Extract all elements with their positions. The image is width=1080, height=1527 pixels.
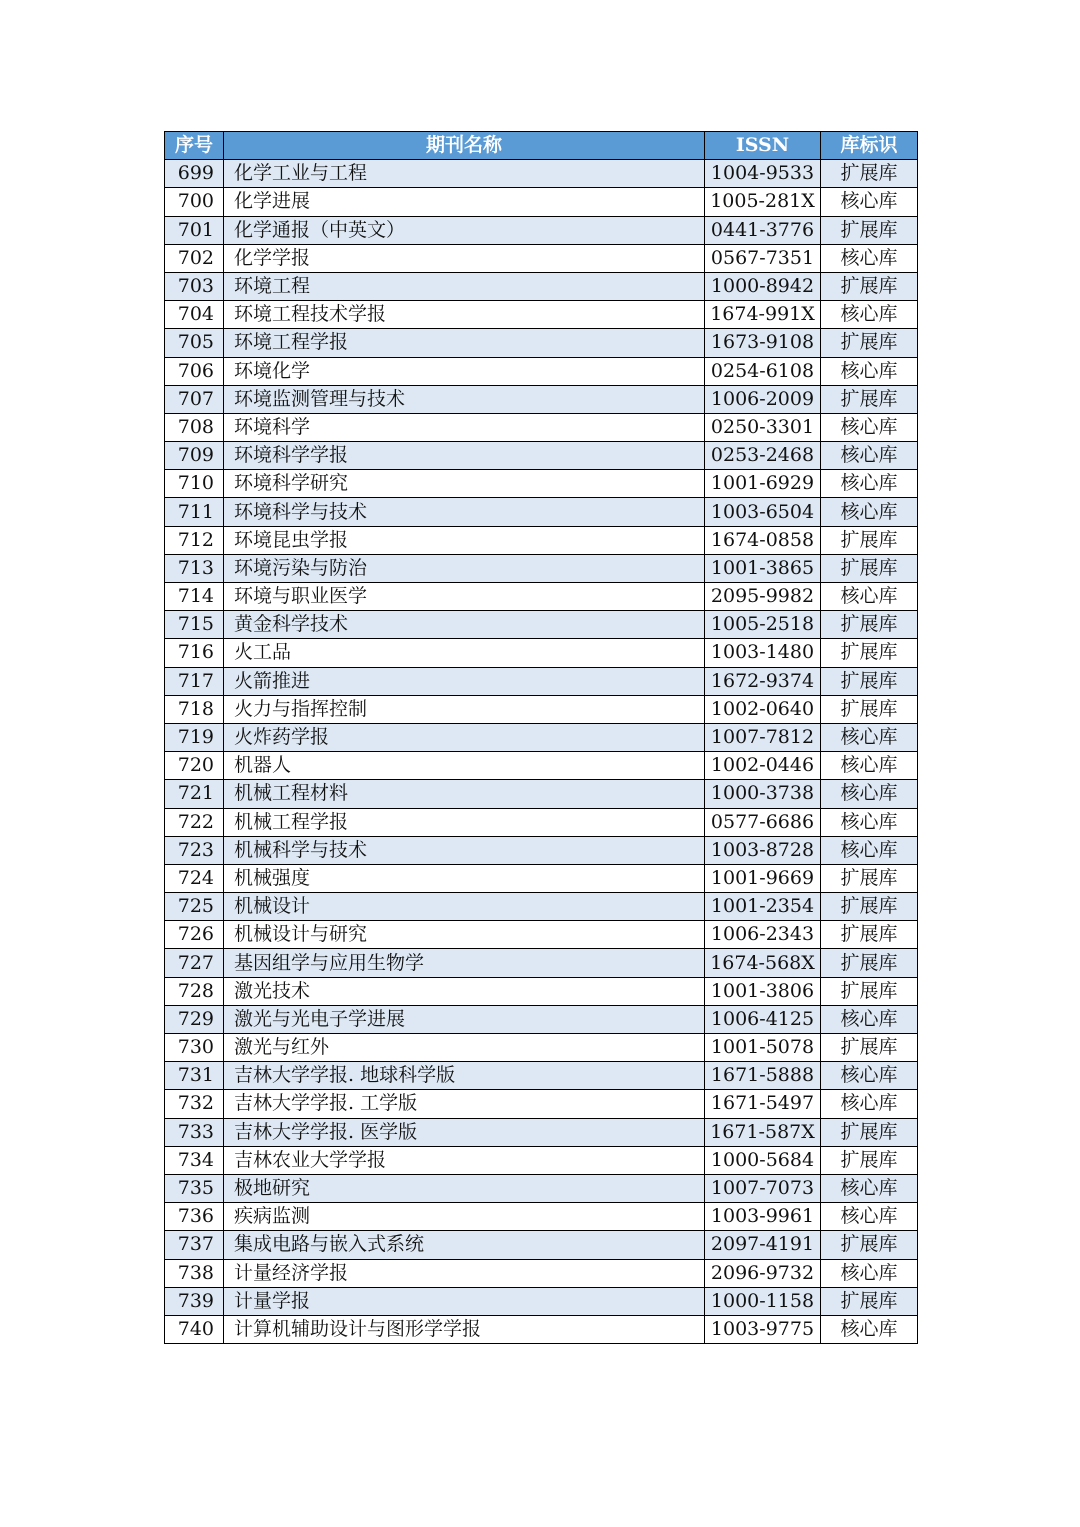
journal-name-cell: 火力与指挥控制 <box>224 695 705 723</box>
library-tag-cell: 扩展库 <box>821 216 918 244</box>
table-row <box>165 1203 918 1231</box>
table-row <box>165 808 918 836</box>
table-row <box>165 442 918 470</box>
table-row <box>165 1118 918 1146</box>
journal-name-cell: 环境工程技术学报 <box>224 301 705 329</box>
issn-cell: 0577-6686 <box>705 808 821 836</box>
issn-cell: 1001-3806 <box>705 977 821 1005</box>
table-row <box>165 329 918 357</box>
journal-name-cell: 吉林大学学报. 医学版 <box>224 1118 705 1146</box>
table-row <box>165 554 918 582</box>
table-row <box>165 1259 918 1287</box>
serial-number-cell: 701 <box>165 216 224 244</box>
journal-name-cell: 环境昆虫学报 <box>224 526 705 554</box>
journal-name-cell: 火箭推进 <box>224 667 705 695</box>
journal-table <box>164 131 918 1344</box>
issn-cell: 1000-3738 <box>705 780 821 808</box>
issn-cell: 1001-9669 <box>705 864 821 892</box>
library-tag-cell: 核心库 <box>821 1062 918 1090</box>
issn-cell: 1000-5684 <box>705 1146 821 1174</box>
library-tag-cell: 扩展库 <box>821 385 918 413</box>
journal-name-cell: 环境科学与技术 <box>224 498 705 526</box>
journal-name-cell: 极地研究 <box>224 1174 705 1202</box>
journal-name-cell: 化学通报（中英文） <box>224 216 705 244</box>
serial-number-cell: 716 <box>165 639 224 667</box>
table-row <box>165 470 918 498</box>
library-tag-cell: 核心库 <box>821 1174 918 1202</box>
library-tag-cell: 扩展库 <box>821 329 918 357</box>
table-row <box>165 357 918 385</box>
journal-name-cell: 黄金科学技术 <box>224 611 705 639</box>
journal-name-cell: 机器人 <box>224 752 705 780</box>
journal-name-cell: 基因组学与应用生物学 <box>224 949 705 977</box>
serial-number-cell: 739 <box>165 1287 224 1315</box>
issn-cell: 1001-3865 <box>705 554 821 582</box>
issn-cell: 1005-2518 <box>705 611 821 639</box>
table-row <box>165 216 918 244</box>
serial-number-cell: 723 <box>165 836 224 864</box>
library-tag-cell: 核心库 <box>821 470 918 498</box>
library-tag-cell: 核心库 <box>821 723 918 751</box>
table-row <box>165 1315 918 1343</box>
table-row <box>165 667 918 695</box>
library-tag-cell: 扩展库 <box>821 1118 918 1146</box>
serial-number-cell: 732 <box>165 1090 224 1118</box>
library-tag-cell: 扩展库 <box>821 272 918 300</box>
table-row <box>165 893 918 921</box>
serial-number-cell: 712 <box>165 526 224 554</box>
table-row <box>165 160 918 188</box>
table-row <box>165 385 918 413</box>
library-tag-cell: 核心库 <box>821 1259 918 1287</box>
table-row <box>165 1174 918 1202</box>
serial-number-cell: 729 <box>165 1005 224 1033</box>
serial-number-cell: 705 <box>165 329 224 357</box>
journal-name-cell: 机械科学与技术 <box>224 836 705 864</box>
library-tag-cell: 扩展库 <box>821 554 918 582</box>
library-tag-cell: 扩展库 <box>821 639 918 667</box>
journal-name-cell: 环境监测管理与技术 <box>224 385 705 413</box>
table-row <box>165 1005 918 1033</box>
issn-cell: 1005-281X <box>705 188 821 216</box>
journal-name-cell: 化学工业与工程 <box>224 160 705 188</box>
issn-cell: 1006-4125 <box>705 1005 821 1033</box>
journal-name-cell: 环境与职业医学 <box>224 583 705 611</box>
table-row <box>165 498 918 526</box>
serial-number-cell: 708 <box>165 413 224 441</box>
library-tag-cell: 扩展库 <box>821 893 918 921</box>
serial-number-cell: 702 <box>165 244 224 272</box>
issn-cell: 1006-2009 <box>705 385 821 413</box>
journal-name-cell: 环境工程学报 <box>224 329 705 357</box>
table-body <box>165 160 918 1344</box>
journal-name-cell: 激光与红外 <box>224 1034 705 1062</box>
issn-cell: 2097-4191 <box>705 1231 821 1259</box>
journal-name-cell: 环境科学学报 <box>224 442 705 470</box>
serial-number-cell: 737 <box>165 1231 224 1259</box>
issn-cell: 1000-1158 <box>705 1287 821 1315</box>
library-tag-cell: 扩展库 <box>821 864 918 892</box>
library-tag-cell: 扩展库 <box>821 526 918 554</box>
serial-number-cell: 740 <box>165 1315 224 1343</box>
table-row <box>165 949 918 977</box>
serial-number-cell: 706 <box>165 357 224 385</box>
table-row <box>165 1090 918 1118</box>
library-tag-cell: 核心库 <box>821 752 918 780</box>
library-tag-cell: 核心库 <box>821 244 918 272</box>
journal-name-cell: 集成电路与嵌入式系统 <box>224 1231 705 1259</box>
library-tag-cell: 扩展库 <box>821 1146 918 1174</box>
library-tag-cell: 扩展库 <box>821 1231 918 1259</box>
serial-number-cell: 707 <box>165 385 224 413</box>
table-row <box>165 188 918 216</box>
table-row <box>165 1146 918 1174</box>
serial-number-cell: 733 <box>165 1118 224 1146</box>
serial-number-cell: 722 <box>165 808 224 836</box>
issn-cell: 1003-9961 <box>705 1203 821 1231</box>
header-issn: ISSN <box>705 132 821 160</box>
journal-name-cell: 机械设计 <box>224 893 705 921</box>
library-tag-cell: 扩展库 <box>821 611 918 639</box>
journal-name-cell: 化学进展 <box>224 188 705 216</box>
table-header <box>165 132 918 160</box>
journal-name-cell: 环境科学 <box>224 413 705 441</box>
journal-name-cell: 火工品 <box>224 639 705 667</box>
issn-cell: 1003-6504 <box>705 498 821 526</box>
issn-cell: 1673-9108 <box>705 329 821 357</box>
serial-number-cell: 711 <box>165 498 224 526</box>
serial-number-cell: 700 <box>165 188 224 216</box>
table-row <box>165 639 918 667</box>
table-row <box>165 752 918 780</box>
issn-cell: 2096-9732 <box>705 1259 821 1287</box>
library-tag-cell: 核心库 <box>821 301 918 329</box>
table-row <box>165 836 918 864</box>
library-tag-cell: 核心库 <box>821 836 918 864</box>
journal-name-cell: 吉林农业大学学报 <box>224 1146 705 1174</box>
table-row <box>165 1062 918 1090</box>
journal-name-cell: 环境科学研究 <box>224 470 705 498</box>
library-tag-cell: 扩展库 <box>821 695 918 723</box>
serial-number-cell: 726 <box>165 921 224 949</box>
serial-number-cell: 709 <box>165 442 224 470</box>
journal-name-cell: 环境工程 <box>224 272 705 300</box>
serial-number-cell: 734 <box>165 1146 224 1174</box>
library-tag-cell: 扩展库 <box>821 160 918 188</box>
issn-cell: 1001-5078 <box>705 1034 821 1062</box>
table-row <box>165 780 918 808</box>
table-row <box>165 723 918 751</box>
journal-name-cell: 机械强度 <box>224 864 705 892</box>
library-tag-cell: 核心库 <box>821 780 918 808</box>
journal-name-cell: 机械工程材料 <box>224 780 705 808</box>
issn-cell: 1674-568X <box>705 949 821 977</box>
serial-number-cell: 703 <box>165 272 224 300</box>
serial-number-cell: 717 <box>165 667 224 695</box>
serial-number-cell: 699 <box>165 160 224 188</box>
serial-number-cell: 719 <box>165 723 224 751</box>
issn-cell: 1002-0640 <box>705 695 821 723</box>
table-row <box>165 1287 918 1315</box>
table-row <box>165 301 918 329</box>
issn-cell: 1001-6929 <box>705 470 821 498</box>
table-row <box>165 695 918 723</box>
serial-number-cell: 718 <box>165 695 224 723</box>
journal-name-cell: 疾病监测 <box>224 1203 705 1231</box>
serial-number-cell: 721 <box>165 780 224 808</box>
issn-cell: 1007-7812 <box>705 723 821 751</box>
library-tag-cell: 核心库 <box>821 188 918 216</box>
journal-name-cell: 机械设计与研究 <box>224 921 705 949</box>
library-tag-cell: 核心库 <box>821 1203 918 1231</box>
serial-number-cell: 738 <box>165 1259 224 1287</box>
journal-name-cell: 计量学报 <box>224 1287 705 1315</box>
serial-number-cell: 713 <box>165 554 224 582</box>
table-row <box>165 977 918 1005</box>
header-serial-number: 序号 <box>165 132 224 160</box>
table-row <box>165 526 918 554</box>
issn-cell: 1674-0858 <box>705 526 821 554</box>
issn-cell: 0250-3301 <box>705 413 821 441</box>
issn-cell: 1674-991X <box>705 301 821 329</box>
serial-number-cell: 715 <box>165 611 224 639</box>
journal-name-cell: 火炸药学报 <box>224 723 705 751</box>
library-tag-cell: 核心库 <box>821 498 918 526</box>
library-tag-cell: 核心库 <box>821 413 918 441</box>
issn-cell: 1671-5497 <box>705 1090 821 1118</box>
issn-cell: 0441-3776 <box>705 216 821 244</box>
journal-name-cell: 环境化学 <box>224 357 705 385</box>
serial-number-cell: 728 <box>165 977 224 1005</box>
journal-name-cell: 环境污染与防治 <box>224 554 705 582</box>
library-tag-cell: 扩展库 <box>821 1034 918 1062</box>
issn-cell: 2095-9982 <box>705 583 821 611</box>
serial-number-cell: 731 <box>165 1062 224 1090</box>
journal-name-cell: 化学学报 <box>224 244 705 272</box>
header-journal-name: 期刊名称 <box>224 132 705 160</box>
issn-cell: 0254-6108 <box>705 357 821 385</box>
table-row <box>165 583 918 611</box>
table-row <box>165 611 918 639</box>
library-tag-cell: 扩展库 <box>821 949 918 977</box>
table-row <box>165 864 918 892</box>
serial-number-cell: 714 <box>165 583 224 611</box>
serial-number-cell: 724 <box>165 864 224 892</box>
journal-name-cell: 吉林大学学报. 工学版 <box>224 1090 705 1118</box>
library-tag-cell: 扩展库 <box>821 1287 918 1315</box>
serial-number-cell: 725 <box>165 893 224 921</box>
library-tag-cell: 核心库 <box>821 583 918 611</box>
serial-number-cell: 710 <box>165 470 224 498</box>
journal-name-cell: 激光与光电子学进展 <box>224 1005 705 1033</box>
library-tag-cell: 核心库 <box>821 357 918 385</box>
issn-cell: 1003-8728 <box>705 836 821 864</box>
library-tag-cell: 核心库 <box>821 1005 918 1033</box>
journal-name-cell: 激光技术 <box>224 977 705 1005</box>
issn-cell: 1000-8942 <box>705 272 821 300</box>
table-row <box>165 413 918 441</box>
issn-cell: 1003-1480 <box>705 639 821 667</box>
library-tag-cell: 核心库 <box>821 1090 918 1118</box>
table-row <box>165 1231 918 1259</box>
serial-number-cell: 735 <box>165 1174 224 1202</box>
issn-cell: 1671-587X <box>705 1118 821 1146</box>
table-row <box>165 1034 918 1062</box>
header-row <box>165 132 918 160</box>
issn-cell: 0253-2468 <box>705 442 821 470</box>
table-row <box>165 244 918 272</box>
issn-cell: 0567-7351 <box>705 244 821 272</box>
library-tag-cell: 核心库 <box>821 808 918 836</box>
library-tag-cell: 扩展库 <box>821 977 918 1005</box>
issn-cell: 1007-7073 <box>705 1174 821 1202</box>
serial-number-cell: 736 <box>165 1203 224 1231</box>
issn-cell: 1004-9533 <box>705 160 821 188</box>
issn-cell: 1672-9374 <box>705 667 821 695</box>
issn-cell: 1001-2354 <box>705 893 821 921</box>
table-row <box>165 921 918 949</box>
journal-name-cell: 计量经济学报 <box>224 1259 705 1287</box>
journal-name-cell: 机械工程学报 <box>224 808 705 836</box>
serial-number-cell: 727 <box>165 949 224 977</box>
header-library-tag: 库标识 <box>821 132 918 160</box>
library-tag-cell: 核心库 <box>821 442 918 470</box>
journal-name-cell: 计算机辅助设计与图形学学报 <box>224 1315 705 1343</box>
table-row <box>165 272 918 300</box>
issn-cell: 1006-2343 <box>705 921 821 949</box>
issn-cell: 1002-0446 <box>705 752 821 780</box>
library-tag-cell: 扩展库 <box>821 667 918 695</box>
serial-number-cell: 720 <box>165 752 224 780</box>
issn-cell: 1671-5888 <box>705 1062 821 1090</box>
journal-name-cell: 吉林大学学报. 地球科学版 <box>224 1062 705 1090</box>
serial-number-cell: 730 <box>165 1034 224 1062</box>
library-tag-cell: 核心库 <box>821 1315 918 1343</box>
issn-cell: 1003-9775 <box>705 1315 821 1343</box>
library-tag-cell: 扩展库 <box>821 921 918 949</box>
serial-number-cell: 704 <box>165 301 224 329</box>
